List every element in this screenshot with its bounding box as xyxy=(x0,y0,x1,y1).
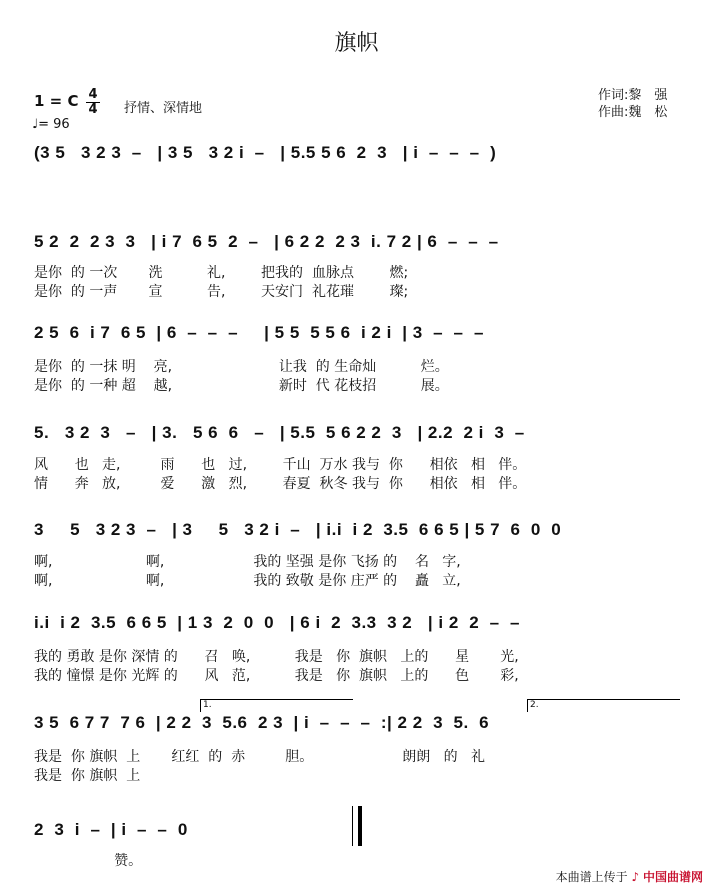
lyrics-verse-1: 我是 你 旗帜 上 红红 的 赤 胆。 朗朗 的 礼 xyxy=(34,749,485,765)
composer-credit: 作曲:魏 松 xyxy=(598,105,668,120)
time-signature xyxy=(86,89,100,116)
lyricist-credit: 作词:黎 强 xyxy=(598,88,668,103)
meter-top: 4 xyxy=(88,87,98,102)
notation-line: 3 5 3 2 3 – | 3 5 3 2 i – | i.i i 2 3.5 6 6 5 | 5 7 6 0 0 xyxy=(34,520,562,539)
notation-line: 2 5 6 i 7 6 5 | 6 – – – | 5 5 5 5 6 i 2 i | 3 – – – xyxy=(34,323,484,342)
final-barline xyxy=(358,806,362,846)
lyrics-verse-2: 是你 的 一声 宣 告, 天安门 礼花璀 璨; xyxy=(34,284,409,300)
lyrics-verse-1: 赞。 xyxy=(34,853,143,869)
final-barline-thin xyxy=(352,806,353,846)
lyrics-verse-1: 风 也 走, 雨 也 过, 千山 万水 我与 你 相依 相 伴。 xyxy=(34,457,527,473)
tempo-marking: ♩= 96 xyxy=(32,117,70,132)
notation-line: (3 5 3 2 3 – | 3 5 3 2 i – | 5.5 5 6 2 3 | i – – – ) xyxy=(34,143,497,162)
music-note-icon: ♪ xyxy=(631,870,640,884)
lyrics-verse-2: 是你 的 一种 超 越, 新时 代 花枝招 展。 xyxy=(34,378,449,394)
notation-line: i.i i 2 3.5 6 6 5 | 1 3 2 0 0 | 6 i 2 3.3 3 2 | i 2 2 – – xyxy=(34,613,520,632)
footer-credit xyxy=(556,868,703,885)
key-signature: 1 = C xyxy=(34,92,79,110)
footer-text: 本曲谱上传于 xyxy=(555,870,628,884)
lyrics-verse-2: 我的 憧憬 是你 光辉 的 风 范, 我是 你 旗帜 上的 色 彩, xyxy=(34,668,519,684)
footer-brand: 中国曲谱网 xyxy=(642,870,703,884)
first-ending-bracket: 1. xyxy=(200,699,353,712)
notation-line: 5. 3 2 3 – | 3. 5 6 6 – | 5.5 5 6 2 2 3 | 2.2 2 i 3 – xyxy=(34,423,525,442)
page-title: 旗帜 xyxy=(334,31,379,56)
notation-line: 5 2 2 2 3 3 | i 7 6 5 2 – | 6 2 2 2 3 i. 7 2 | 6 – – – xyxy=(34,232,499,251)
lyrics-verse-1: 我的 勇敢 是你 深情 的 召 唤, 我是 你 旗帜 上的 星 光, xyxy=(34,649,519,665)
notation-line: 3 5 6 7 7 7 6 | 2 2 3 5.6 2 3 | i – – – :| 2 2 3 5. 6 xyxy=(34,713,490,732)
notation-line: 2 3 i – | i – – 0 xyxy=(34,820,188,839)
lyrics-verse-2: 啊, 啊, 我的 致敬 是你 庄严 的 矗 立, xyxy=(34,573,461,589)
quarter-note-icon: ♩ xyxy=(32,117,39,132)
meter-bottom: 4 xyxy=(88,102,98,117)
second-ending-bracket: 2. xyxy=(527,699,680,712)
lyrics-verse-2: 情 奔 放, 爱 激 烈, 春夏 秋冬 我与 你 相依 相 伴。 xyxy=(34,476,527,492)
lyrics-verse-1: 是你 的 一抹 明 亮, 让我 的 生命灿 烂。 xyxy=(34,359,449,375)
lyrics-verse-2: 我是 你 旗帜 上 xyxy=(34,768,141,784)
lyrics-verse-1: 是你 的 一次 洗 礼, 把我的 血脉点 燃; xyxy=(34,265,409,281)
expression-marking: 抒情、深情地 xyxy=(124,101,203,116)
lyrics-verse-1: 啊, 啊, 我的 坚强 是你 飞扬 的 名 字, xyxy=(34,554,461,570)
